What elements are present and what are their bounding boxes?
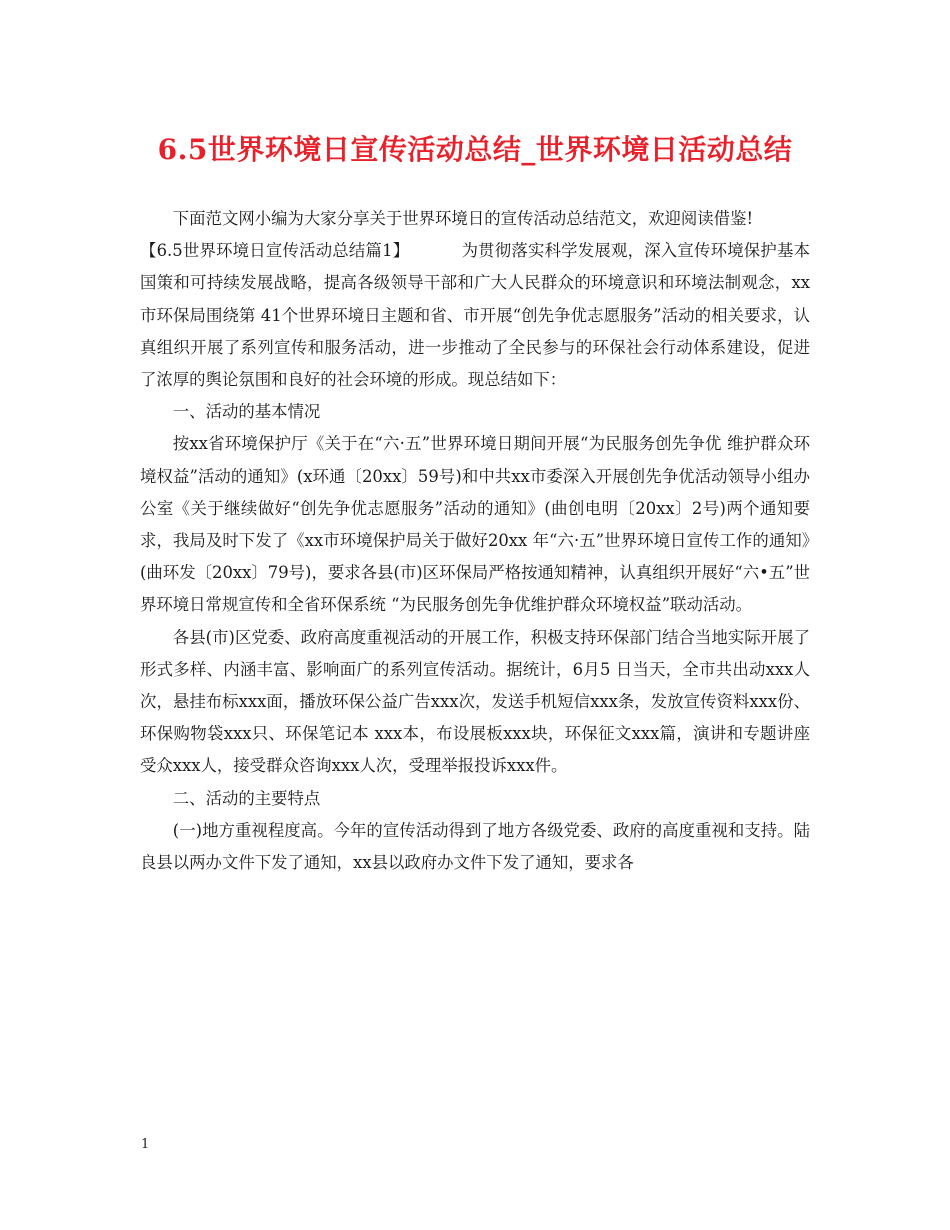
section-1-text: 为贯彻落实科学发展观，深入宣传环境保护基本国策和可持续发展战略，提高各级领导干部和广大人民群众的环境意识和环境法制观念，xx市环保局围绕第 41个世界环境日主题和省、市开展“创先争优志愿服务”活动的相关要求，认真组织开展了系列宣传和服务活动，进一步推动了全民参与的环保社会行动体系建设，促进了浓厚的舆论氛围和良好的社会环境的形成。现总结如下： bbox=[140, 241, 811, 390]
intro-paragraph: 下面范文网小编为大家分享关于世界环境日的宣传活动总结范文，欢迎阅读借鉴! bbox=[172, 209, 754, 228]
paragraph-feature-1: (一)地方重视程度高。今年的宣传活动得到了地方各级党委、政府的高度重视和支持。陆良县以两办文件下发了通知，xx县以政府办文件下发了通知，要求各 bbox=[140, 820, 810, 873]
document-title: 6.5世界环境日宣传活动总结_世界环境日活动总结 bbox=[157, 133, 793, 166]
section-1-paragraph bbox=[140, 235, 810, 396]
paragraph-notices: 按xx省环境保护厅《关于在“六·五”世界环境日期间开展“为民服务创先争优 维护群众环境权益”活动的通知》(x环通〔20xx〕59号)和中共xx市委深入开展创先争优活动领导小组办公室《关于继续做好“创先争优志愿服务”活动的通知》(曲创电明〔20xx〕2号)两个通知要求，我局及时下发了《xx市环境保护局关于做好20xx 年“六·五”世界环境日宣传工作的通知》(曲环发〔20xx〕79号)，要求各县(市)区环保局严格按通知精神，认真组织开展好“六•五”世界环境日常规宣传和全省环保系统 “为民服务创先争优维护群众环境权益”联动活动。 bbox=[140, 434, 810, 615]
document-body bbox=[140, 203, 810, 879]
heading-basic-situation: 一、活动的基本情况 bbox=[172, 402, 321, 422]
page-number: 1 bbox=[141, 1137, 150, 1152]
heading-main-features: 二、活动的主要特点 bbox=[172, 788, 321, 808]
section-tag: 【6.5世界环境日宣传活动总结篇1】 bbox=[140, 241, 410, 261]
paragraph-statistics: 各县(市)区党委、政府高度重视活动的开展工作，积极支持环保部门结合当地实际开展了形式多样、内涵丰富、影响面广的系列宣传活动。据统计，6月5 日当天，全市共出动xxx人次，悬挂布标xxx面，播放环保公益广告xxx次，发送手机短信xxx条，发放宣传资料xxx份、环保购物袋xxx只、环保笔记本 xxx本，布设展板xxx块，环保征文xxx篇，演讲和专题讲座受众xxx人，接受群众咨询xxx人次，受理举报投诉xxx件。 bbox=[140, 627, 810, 776]
